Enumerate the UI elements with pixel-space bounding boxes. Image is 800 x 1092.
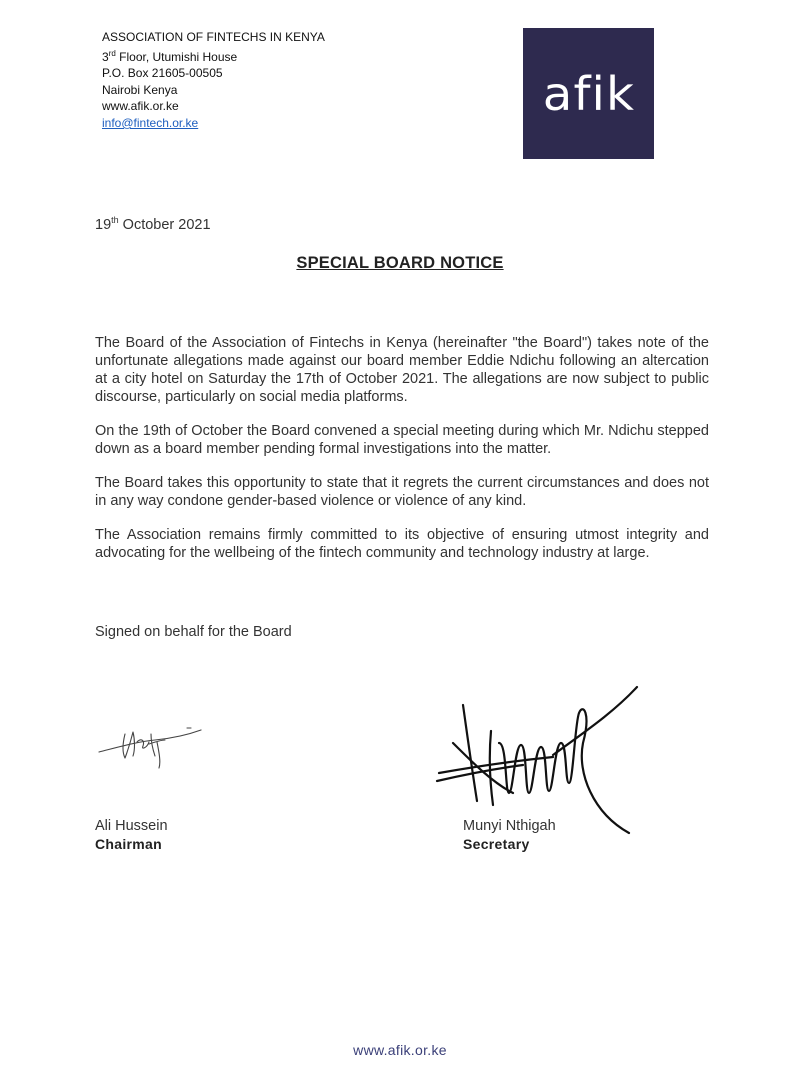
signatory-name: Munyi Nthigah [463, 818, 556, 834]
address-po-box: P.O. Box 21605-00505 [102, 66, 223, 81]
secretary-signature-icon [433, 683, 643, 838]
notice-body [95, 334, 709, 578]
signatory-role: Secretary [463, 836, 530, 852]
page-title: SPECIAL BOARD NOTICE [296, 254, 504, 272]
signed-on-behalf: Signed on behalf for the Board [95, 624, 292, 640]
afik-logo-text: afik [542, 66, 635, 121]
org-name: ASSOCIATION OF FINTECHS IN KENYA [102, 30, 325, 44]
signatory-chairman [95, 818, 168, 852]
afik-logo [523, 28, 654, 159]
address-floor: 3rd Floor, Utumishi House [102, 48, 238, 64]
paragraph: The Board takes this opportunity to state that it regrets the current circumstances and does not in any way condone gender-based violence or violence of any kind. [95, 475, 709, 509]
letterhead [102, 29, 325, 132]
notice-date: 19th October 2021 [95, 215, 211, 233]
signatory-name: Ali Hussein [95, 818, 168, 834]
letterhead-email-link[interactable]: info@fintech.or.ke [102, 115, 199, 130]
footer-website-link[interactable]: www.afik.or.ke [353, 1042, 447, 1058]
signatory-secretary [463, 818, 556, 852]
signatory-role: Chairman [95, 836, 162, 852]
paragraph: On the 19th of October the Board convened a special meeting during which Mr. Ndichu stepped down as a board member pending formal investigations into the matter. [95, 423, 709, 457]
chairman-signature-icon [95, 712, 205, 772]
paragraph: The Association remains firmly committed to its objective of ensuring utmost integrity and advocating for the wellbeing of the fintech community and technology industry at large. [95, 527, 709, 561]
paragraph: The Board of the Association of Fintechs in Kenya (hereinafter "the Board") takes note of the unfortunate allegations made against our board member Eddie Ndichu following an altercation at a city hotel on Saturday the 17th of October 2021. The allegations are now subject to public discourse, particularly on social media platforms. [95, 335, 709, 405]
letterhead-website: www.afik.or.ke [102, 99, 179, 114]
address-city: Nairobi Kenya [102, 82, 178, 97]
